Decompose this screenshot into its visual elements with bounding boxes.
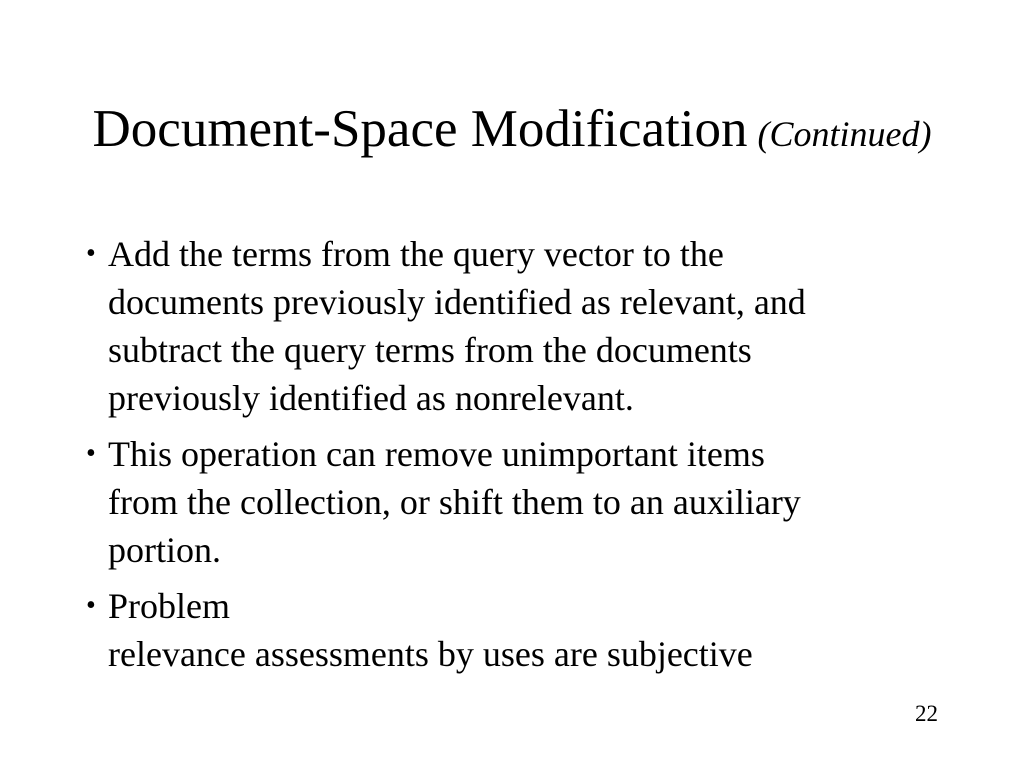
bullet-text-line: Problem bbox=[108, 586, 230, 626]
bullet-text-line: relevance assessments by uses are subjective bbox=[108, 634, 753, 674]
bullet-text bbox=[108, 430, 926, 574]
bullet-point-icon: • bbox=[86, 438, 96, 469]
bullet-item bbox=[86, 582, 926, 678]
bullet-text-line: Add the terms from the query vector to the bbox=[108, 234, 724, 274]
bullet-text bbox=[108, 582, 926, 678]
bullet-text bbox=[108, 230, 926, 422]
slide-title-main: Document-Space Modification bbox=[92, 100, 748, 158]
page-number: 22 bbox=[915, 701, 938, 726]
bullet-text-line: subtract the query terms from the documents bbox=[108, 330, 752, 370]
slide-title bbox=[0, 100, 1024, 158]
bullet-point-icon: • bbox=[86, 238, 96, 269]
bullet-text-line: documents previously identified as relevant, and bbox=[108, 282, 806, 322]
bullet-text-line: from the collection, or shift them to an auxiliary bbox=[108, 482, 801, 522]
bullet-text-line: portion. bbox=[108, 530, 221, 570]
bullet-item bbox=[86, 430, 926, 574]
bullet-item bbox=[86, 230, 926, 422]
bullet-text-line: previously identified as nonrelevant. bbox=[108, 378, 634, 418]
slide-title-continued: (Continued) bbox=[757, 114, 932, 154]
bullet-text-line: This operation can remove unimportant items bbox=[108, 434, 765, 474]
bullet-point-icon: • bbox=[86, 590, 96, 621]
bullet-list bbox=[86, 230, 926, 686]
